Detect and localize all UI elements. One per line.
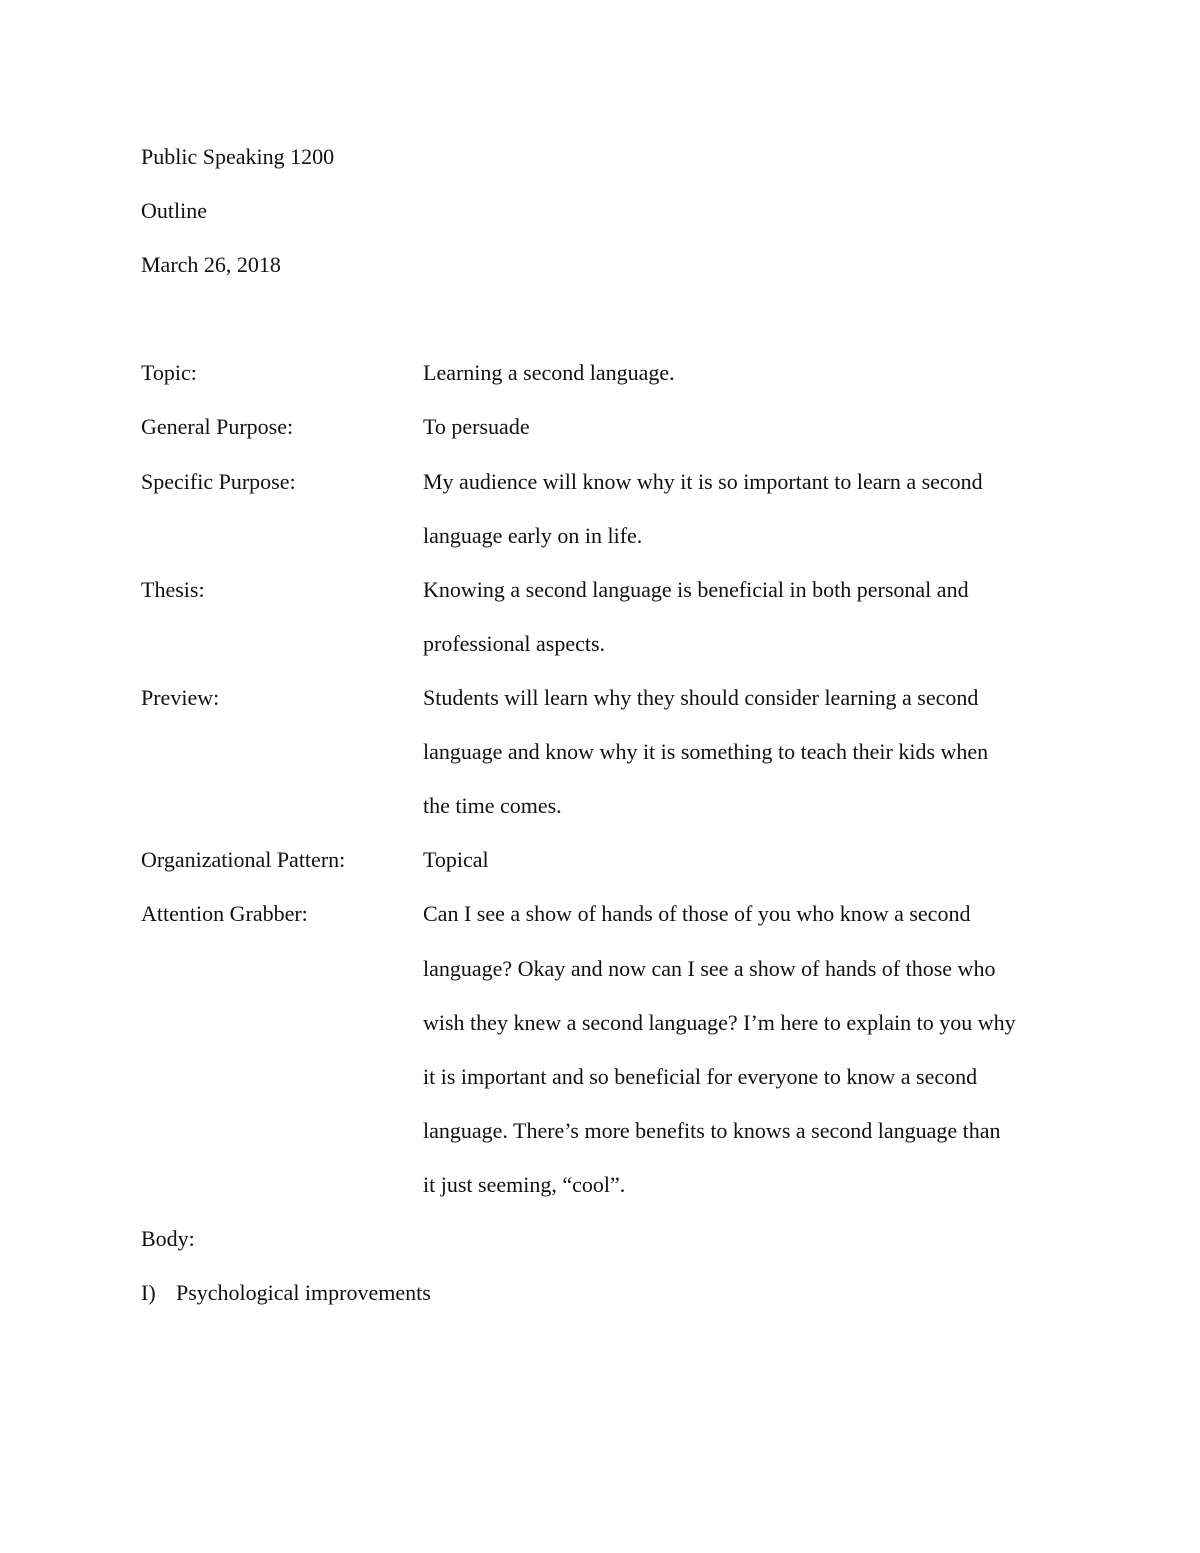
attention-grabber-line: language. There’s more benefits to knows a second language than xyxy=(423,1118,1001,1143)
outline-item-text: Psychological improvements xyxy=(176,1280,431,1305)
doc-date: March 26, 2018 xyxy=(141,252,281,277)
attention-grabber-line: it is important and so beneficial for everyone to know a second xyxy=(423,1064,978,1089)
specific-purpose-line: language early on in life. xyxy=(423,523,643,548)
attention-grabber-line: language? Okay and now can I see a show of hands of those who xyxy=(423,956,996,981)
topic-value: Learning a second language. xyxy=(423,360,675,385)
topic-label: Topic: xyxy=(141,360,197,385)
thesis-label: Thesis: xyxy=(141,577,205,602)
attention-grabber-label: Attention Grabber: xyxy=(141,901,308,926)
general-purpose-label: General Purpose: xyxy=(141,414,294,439)
preview-label: Preview: xyxy=(141,685,220,710)
specific-purpose-line: My audience will know why it is so important to learn a second xyxy=(423,469,983,494)
attention-grabber-line: wish they knew a second language? I’m here to explain to you why xyxy=(423,1010,1016,1035)
preview-line: Students will learn why they should consider learning a second xyxy=(423,685,979,710)
preview-line: the time comes. xyxy=(423,793,562,818)
organizational-pattern-value: Topical xyxy=(423,847,489,872)
specific-purpose-label: Specific Purpose: xyxy=(141,469,296,494)
general-purpose-value: To persuade xyxy=(423,414,530,439)
thesis-line: Knowing a second language is beneficial in both personal and xyxy=(423,577,969,602)
attention-grabber-line: it just seeming, “cool”. xyxy=(423,1172,626,1197)
outline-item-marker: I) xyxy=(141,1280,156,1305)
doc-type: Outline xyxy=(141,198,207,223)
attention-grabber-line: Can I see a show of hands of those of you who know a second xyxy=(423,901,971,926)
body-label: Body: xyxy=(141,1226,195,1251)
preview-line: language and know why it is something to teach their kids when xyxy=(423,739,989,764)
course-title: Public Speaking 1200 xyxy=(141,144,335,169)
thesis-line: professional aspects. xyxy=(423,631,606,656)
organizational-pattern-label: Organizational Pattern: xyxy=(141,847,346,872)
